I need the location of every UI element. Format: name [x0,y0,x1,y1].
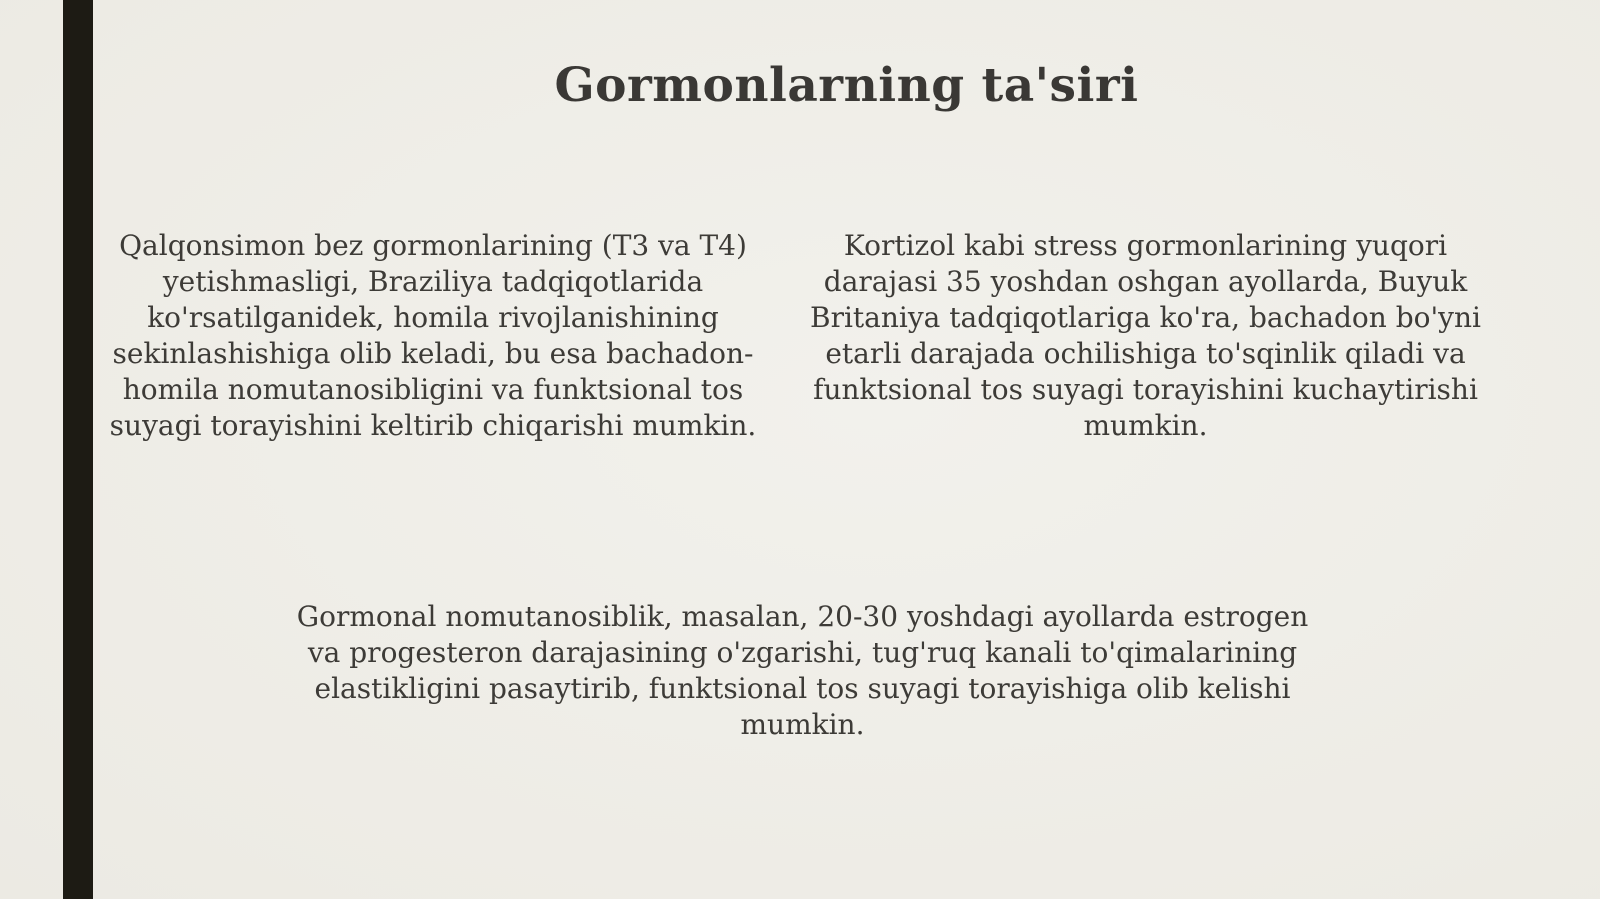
accent-bar [63,0,93,899]
paragraph-hormonal-imbalance: Gormonal nomutanosiblik, masalan, 20-30 yoshdagi ayollarda estrogen va progesteron darajasining o'zgarishi, tug'ruq kanali to'qimalarining elastikligini pasaytirib, funktsional tos suyagi torayishiga olib kelishi mumkin. [296,600,1309,741]
slide-title: Gormonlarning ta'siri [554,58,1139,113]
paragraph-stress-hormones: Kortizol kabi stress gormonlarining yuqori darajasi 35 yoshdan oshgan ayollarda, Buyuk Britaniya tadqiqotlariga ko'ra, bachadon bo'yni etarli darajada ochilishiga to'sqinlik qiladi va funktsional tos suyagi torayishini kuchaytirishi mumkin. [810,229,1481,442]
paragraph-thyroid-hormones: Qalqonsimon bez gormonlarining (T3 va T4) yetishmasligi, Braziliya tadqiqotlarida ko'rsatilganidek, homila rivojlanishining sekinlashishiga olib keladi, bu esa bachadon-homila nomutanosibligini va funktsional tos suyagi torayishini keltirib chiqarishi mumkin. [109,229,757,442]
